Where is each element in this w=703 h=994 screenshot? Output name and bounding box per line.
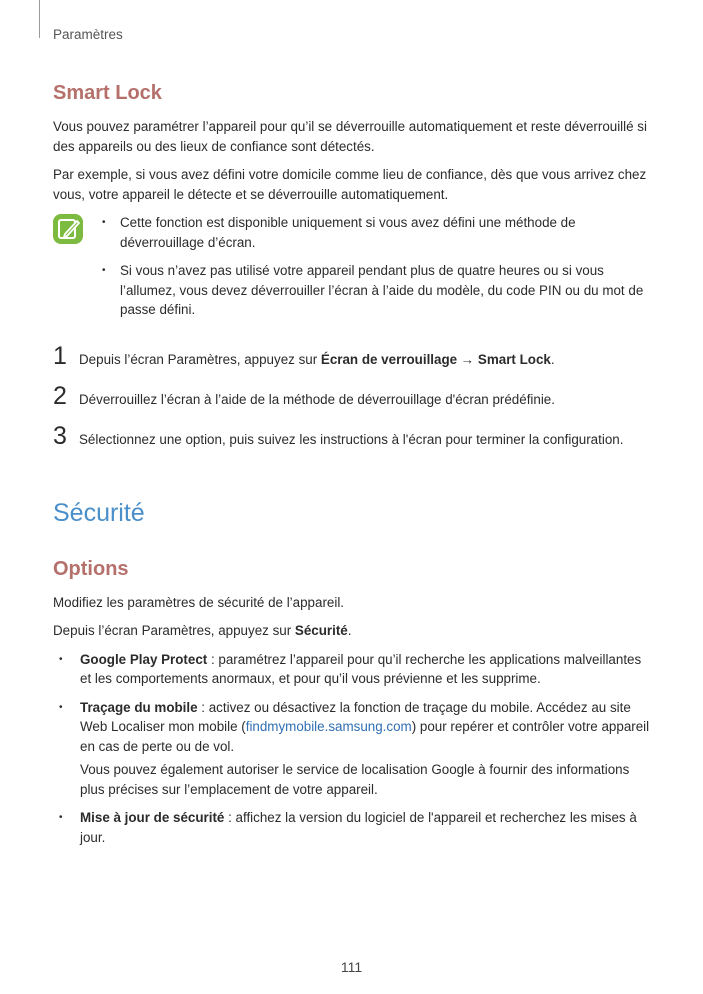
note-list	[99, 213, 651, 329]
option-item: • Google Play Protect : paramétrez l’appareil pour qu’il recherche les applications malveillantes et les comportements anormaux, et pour qu’il vous prévienne et les supprime.	[59, 651, 642, 686]
options-list-cont	[53, 808, 651, 847]
findmymobile-link[interactable]: findmymobile.samsung.com	[245, 719, 412, 734]
step-item: 2 Déverrouillez l’écran à l’aide de la méthode de déverrouillage d'écran prédéfinie.	[53, 381, 555, 410]
options-list	[53, 650, 651, 757]
note-box	[53, 213, 651, 329]
option-item: • Mise à jour de sécurité : affichez la version du logiciel de l'appareil et recherchez les mises à jour.	[59, 810, 637, 845]
securite-paragraph-2: Depuis l’écran Paramètres, appuyez sur Sécurité.	[53, 623, 352, 638]
step-number: 1	[53, 341, 67, 370]
note-item: • Cette fonction est disponible uniquement si vous avez défini une méthode de déverrouillage d’écran.	[102, 215, 576, 250]
margin-rule	[39, 0, 40, 38]
note-item: • Si vous n’avez pas utilisé votre appareil pendant plus de quatre heures ou si vous l’allumez, vous devez déverrouiller l’écran à l’aide du modèle, du code PIN ou du mot de passe défini.	[102, 263, 644, 317]
smart-lock-paragraph-2: Par exemple, si vous avez défini votre domicile comme lieu de confiance, dès que vous arrivez chez vous, votre appareil le détecte et se déverrouille automatiquement.	[53, 167, 647, 202]
smart-lock-paragraph-1: Vous pouvez paramétrer l’appareil pour qu’il se déverrouille automatiquement et reste déverrouillé si des appareils ou des lieux de confiance sont détectés.	[53, 119, 647, 154]
smart-lock-heading: Smart Lock	[53, 82, 162, 104]
option-continuation: Vous pouvez également autoriser le service de localisation Google à fournir des informations plus précises sur l’emplacement de votre appareil.	[80, 762, 630, 797]
option-item: • Traçage du mobile : activez ou désactivez la fonction de traçage du mobile. Accédez au site Web Localiser mon mobile (findmymobile.samsung.com) pour repérer et contrôler votre appareil en cas de perte ou de vol.	[59, 699, 650, 754]
steps-list	[53, 343, 651, 463]
step-item: 3 Sélectionnez une option, puis suivez les instructions à l'écran pour terminer la configuration.	[53, 421, 624, 450]
options-heading: Options	[53, 557, 129, 580]
securite-heading: Sécurité	[53, 498, 145, 527]
securite-paragraph-1: Modifiez les paramètres de sécurité de l’appareil.	[53, 594, 345, 610]
note-pen-icon	[53, 214, 83, 244]
running-head: Paramètres	[53, 27, 123, 42]
page-content	[53, 82, 651, 856]
step-number: 3	[53, 421, 67, 450]
step-number: 2	[53, 381, 67, 410]
step-item: 1 Depuis l’écran Paramètres, appuyez sur Écran de verrouillage → Smart Lock.	[53, 341, 555, 370]
page-number: 111	[340, 959, 363, 975]
